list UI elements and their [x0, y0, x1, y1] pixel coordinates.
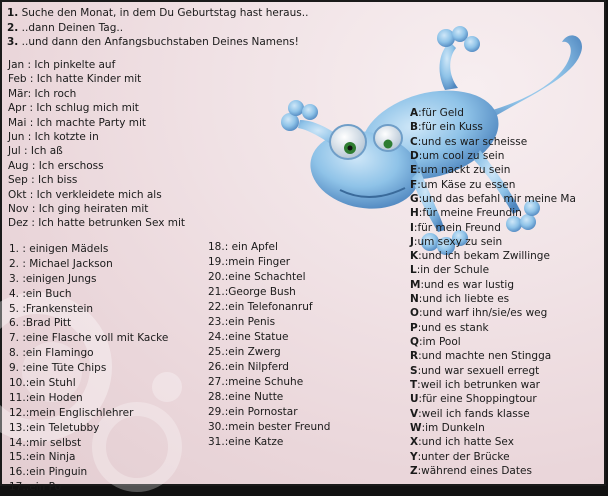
- letter-key: P: [410, 321, 418, 334]
- letter-text: :und es stank: [417, 321, 489, 334]
- letter-key: A: [410, 107, 419, 119]
- letter-text: :während eines Dates: [417, 464, 532, 477]
- month-item: Sep : Ich biss: [8, 174, 78, 187]
- letter-text: :im Dunkeln: [421, 421, 485, 434]
- letter-key: C: [410, 135, 418, 148]
- day-item: 5. :Frankenstein: [9, 302, 94, 315]
- day-item: 20.:eine Schachtel: [208, 271, 306, 283]
- letter-item: [410, 408, 576, 422]
- day-item: 22.:ein Telefonanruf: [208, 301, 313, 313]
- letter-text: :für Geld: [418, 107, 464, 119]
- letter-item: [410, 436, 576, 450]
- letter-item: [410, 451, 576, 465]
- day-item: 16.:ein Pinguin: [9, 466, 88, 479]
- letter-key: Z: [410, 464, 418, 477]
- month-list: [8, 59, 185, 232]
- month-item: Feb : Ich hatte Kinder mit: [8, 73, 142, 86]
- letter-item: [410, 365, 576, 379]
- instruction-line: 1. Suche den Monat, in dem Du Geburtstag hast heraus..: [7, 7, 309, 19]
- letter-text: :im Pool: [418, 336, 461, 348]
- letter-key: T: [410, 378, 418, 391]
- letter-item: [410, 164, 576, 178]
- letter-key: L: [410, 264, 417, 277]
- letter-key: W: [410, 421, 422, 434]
- day-item: 1. : einigen Mädels: [9, 243, 109, 255]
- letter-text: :für meine Freundin: [418, 207, 522, 220]
- letter-key: G: [410, 192, 419, 205]
- letter-key: V: [410, 407, 419, 420]
- letter-key: D: [410, 149, 419, 162]
- day-item: 19.:mein Finger: [208, 256, 291, 268]
- day-item: 27.:meine Schuhe: [208, 376, 304, 388]
- instruction-line: 3. ..und dann den Anfangsbuchstaben Deines Namens!: [7, 36, 299, 48]
- day-item: 14.:mir selbst: [9, 436, 82, 449]
- letter-item: [410, 279, 576, 293]
- month-item: Jan : Ich pinkelte auf: [8, 59, 116, 71]
- letter-text: :weil ich fands klasse: [418, 407, 530, 420]
- letter-item: [410, 207, 576, 221]
- day-item: 8. :ein Flamingo: [9, 347, 94, 360]
- letter-key: B: [410, 121, 419, 134]
- day-item: 7. :eine Flasche voll mit Kacke: [9, 332, 169, 345]
- day-item: 10.:ein Stuhl: [9, 377, 76, 390]
- month-item: Aug : Ich erschoss: [8, 159, 104, 172]
- month-item: Jul : Ich aß: [8, 145, 63, 158]
- letter-text: :um nackt zu sein: [417, 164, 511, 177]
- day-item: 11.:ein Hoden: [9, 391, 83, 404]
- letter-text: :und machte nen Stingga: [418, 350, 552, 363]
- letter-text: :und war sexuell erregt: [417, 364, 540, 377]
- day-item: 4. :ein Buch: [9, 287, 72, 300]
- letter-key: N: [410, 293, 419, 306]
- day-item: 30.:mein bester Freund: [208, 421, 331, 433]
- letter-text: :und ich liebte es: [418, 293, 510, 306]
- letter-item: [410, 393, 576, 407]
- letter-key: S: [410, 364, 418, 377]
- letter-item: [410, 222, 576, 236]
- letter-item: [410, 322, 576, 336]
- day-item: 17.:ein Po: [9, 481, 61, 494]
- letter-text: :um cool zu sein: [418, 149, 505, 162]
- instructions: [7, 7, 308, 51]
- letter-text: :weil ich betrunken war: [417, 378, 540, 391]
- letter-text: :für ein Kuss: [418, 121, 483, 134]
- day-item: 12.:mein Englischlehrer: [9, 406, 134, 419]
- day-item: 28.:eine Nutte: [208, 391, 284, 403]
- month-item: Mär: Ich roch: [8, 87, 77, 100]
- day-list-1: [9, 243, 168, 496]
- day-item: 26.:ein Nilpferd: [208, 361, 289, 373]
- day-item: 9. :eine Tüte Chips: [9, 362, 107, 375]
- letter-item: [410, 136, 576, 150]
- letter-text: :in der Schule: [416, 264, 490, 277]
- day-item: 29.:ein Pornostar: [208, 406, 298, 418]
- day-item: 13.:ein Teletubby: [9, 421, 100, 434]
- letter-text: :für eine Shoppingtour: [418, 393, 537, 406]
- letter-key: E: [410, 164, 418, 177]
- letter-key: I: [410, 221, 414, 234]
- letter-list: [410, 107, 576, 479]
- letter-text: :für mein Freund: [413, 221, 501, 234]
- month-item: Nov : Ich ging heiraten mit: [8, 202, 149, 215]
- letter-key: H: [410, 207, 419, 220]
- letter-item: [410, 121, 576, 135]
- day-item: 25.:ein Zwerg: [208, 346, 281, 358]
- letter-key: K: [410, 250, 419, 263]
- day-item: 3. :einigen Jungs: [9, 272, 97, 285]
- letter-key: U: [410, 393, 419, 406]
- day-item: 6. :Brad Pitt: [9, 317, 72, 330]
- letter-key: Q: [410, 336, 419, 348]
- letter-item: [410, 307, 576, 321]
- month-item: Okt : Ich verkleidete mich als: [8, 188, 162, 201]
- day-item: 2. : Michael Jackson: [9, 257, 113, 270]
- letter-text: :um Käse zu essen: [417, 178, 516, 191]
- letter-item: [410, 250, 576, 264]
- day-list-2: [208, 241, 330, 451]
- letter-item: [410, 293, 576, 307]
- letter-key: O: [410, 307, 419, 320]
- letter-text: :und ich hatte Sex: [418, 436, 514, 449]
- month-item: Jun : Ich kotzte in: [8, 130, 99, 143]
- letter-text: :um sexy zu sein: [413, 235, 503, 248]
- day-item: 15.:ein Ninja: [9, 451, 76, 464]
- letter-item: [410, 350, 576, 364]
- letter-key: Y: [410, 450, 418, 463]
- day-item: 21.:George Bush: [208, 286, 296, 298]
- letter-key: X: [410, 436, 419, 449]
- letter-key: J: [410, 235, 414, 248]
- letter-text: :und es war scheisse: [417, 135, 528, 148]
- letter-key: R: [410, 350, 419, 363]
- day-item: 18.: ein Apfel: [208, 241, 278, 253]
- day-item: 31.:eine Katze: [208, 436, 284, 448]
- month-item: Apr : Ich schlug mich mit: [8, 102, 139, 115]
- letter-item: [410, 107, 576, 121]
- letter-text: :und es war lustig: [420, 278, 514, 291]
- letter-item: [410, 336, 576, 350]
- letter-item: [410, 150, 576, 164]
- instruction-line: 2. ..dann Deinen Tag..: [7, 21, 124, 34]
- letter-key: M: [410, 278, 421, 291]
- day-item: 23.:ein Penis: [208, 316, 276, 328]
- letter-text: :unter der Brücke: [417, 450, 510, 463]
- letter-key: F: [410, 178, 418, 191]
- letter-item: [410, 379, 576, 393]
- letter-item: [410, 236, 576, 250]
- month-item: Mai : Ich machte Party mit: [8, 116, 147, 129]
- letter-text: :und warf ihn/sie/es weg: [418, 307, 548, 320]
- month-item: Dez : Ich hatte betrunken Sex mit: [8, 217, 186, 230]
- letter-item: [410, 422, 576, 436]
- letter-item: [410, 465, 576, 479]
- letter-item: [410, 193, 576, 207]
- letter-item: [410, 179, 576, 193]
- letter-text: :und ich bekam Zwillinge: [418, 250, 550, 263]
- letter-item: [410, 264, 576, 278]
- letter-text: :und das befahl mir meine Ma: [418, 192, 576, 205]
- day-item: 24.:eine Statue: [208, 331, 289, 343]
